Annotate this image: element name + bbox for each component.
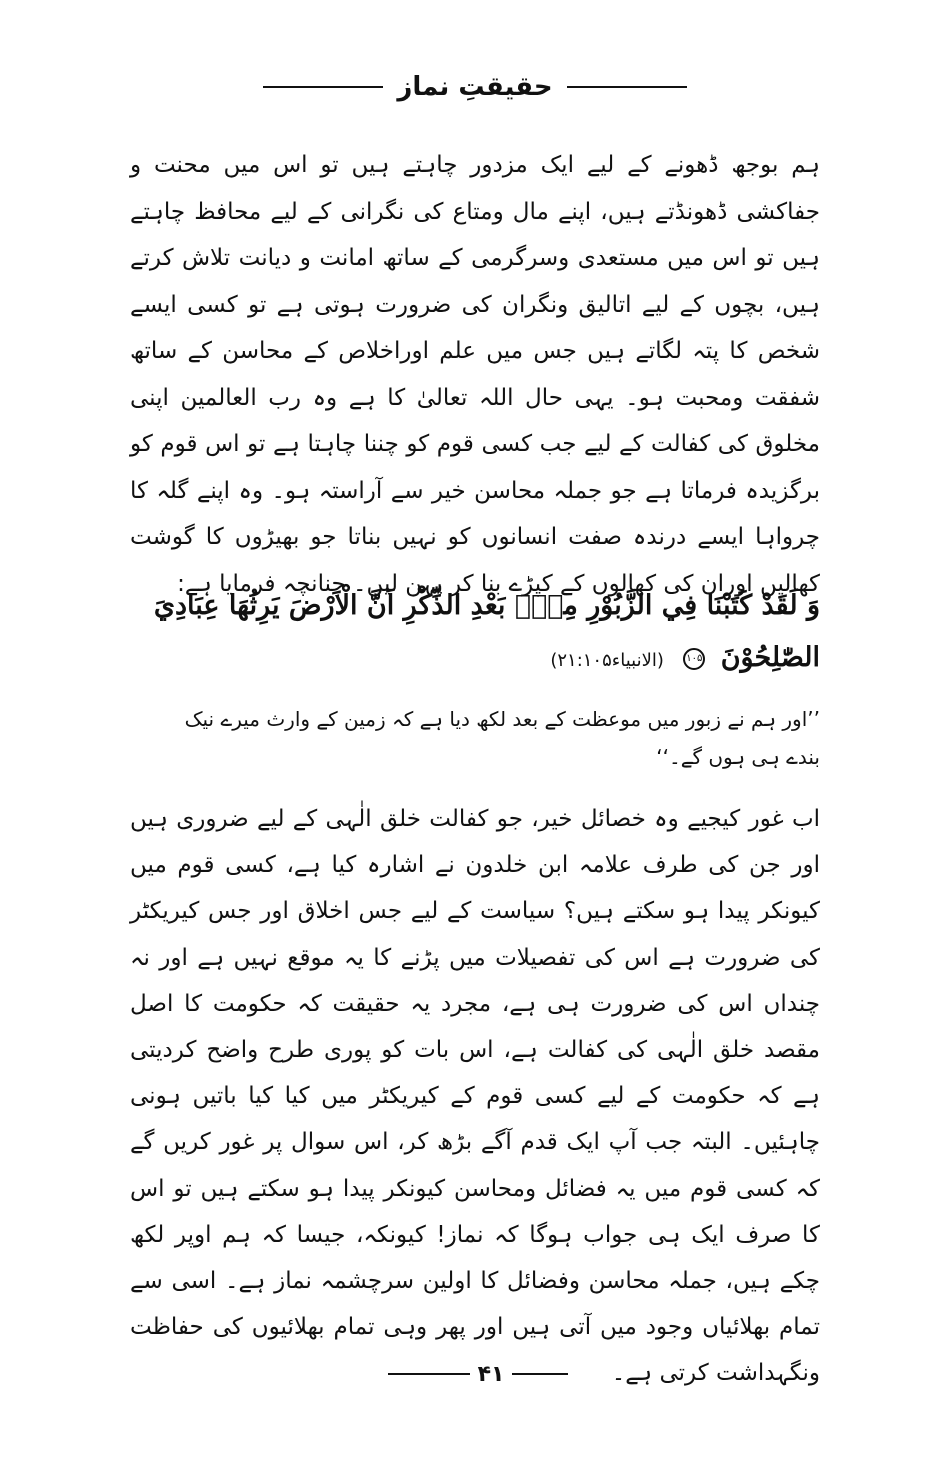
- page-footer: [0, 1354, 950, 1394]
- footer-rule-right: [414, 1373, 470, 1375]
- page-header: [0, 62, 950, 112]
- paragraph-2-text: اب غور کیجیے وہ خصائل خیر، جو کفالت خلق الٰہی کے لیے ضروری ہیں اور جن کی طرف علامہ ابن خلدون نے اشارہ کیا ہے، کسی قوم میں کیونکر پیدا ہو سکتے ہیں؟ سیاست کے لیے جس اخلاق اور جس کیریکٹر کی ضرورت ہے اس کی تفصیلات میں پڑنے کا یہ موقع نہیں ہے اور نہ چنداں اس کی ضرورت ہی ہے، مجرد یہ حقیقت کہ حکومت کا اصل مقصد خلق الٰہی کی کفالت ہے، اس بات کو پوری طرح واضح کردیتی ہے کہ حکومت کے لیے کسی قوم کے کیریکٹر میں کیا کیا باتیں ہونی چاہئیں۔ البتہ جب آپ ایک قدم آگے بڑھ کر، اس سوال پر غور کریں گے کہ کسی قوم میں یہ فضائل ومحاسن کیونکر پیدا ہو سکتے ہیں تو اس کا صرف ایک ہی جواب ہوگا کہ نماز! کیونکہ، جیسا کہ ہم اوپر لکھ چکے ہیں، جملہ محاسن وفضائل کا اولین سرچشمہ نماز ہے۔ اسی سے تمام بھلائیاں وجود میں آتی ہیں اور پھر وہی تمام بھلائیوں کی حفاظت ونگہداشت کرتی ہے۔: [130, 806, 820, 1387]
- verse-line-2-container: [152, 632, 820, 687]
- paragraph-1-text: ہم بوجھ ڈھونے کے لیے ایک مزدور چاہتے ہیں تو اس میں محنت و جفاکشی ڈھونڈتے ہیں، اپنے مال ومتاع کی نگرانی کے لیے محافظ چاہتے ہیں تو اس میں مستعدی وسرگرمی کے ساتھ امانت و دیانت تلاش کرتے ہیں، بچوں کے لیے اتالیق ونگران کی ضرورت ہوتی ہے تو کسی ایسے شخص کا پتہ لگاتے ہیں جس میں علم اوراخلاص کے محاسن کے ساتھ شفقت ومحبت ہو۔ یہی حال اللہ تعالیٰ کا ہے وہ رب العالمین اپنی مخلوق کی کفالت کے لیے جب کسی قوم کو چننا چاہتا ہے تو اس قوم کو برگزیدہ فرماتا ہے جو جملہ محاسن خیر سے آراستہ ہو۔ وہ اپنے گلہ کا چرواہا ایسے درندہ صفت انسانوں کو نہیں بناتا جو بھیڑوں کا گوشت کھالیں اوران کی کھالوں کے کپڑے بنا کر پہن لیں۔ چنانچہ فرمایا ہے:: [130, 152, 820, 597]
- header-rule-right: [567, 86, 687, 88]
- verse-translation: ’’اور ہم نے زبور میں موعظت کے بعد لکھ دیا ہے کہ زمین کے وارث میرے نیک بندے ہی ہوں گے۔‘‘: [184, 707, 820, 769]
- header-rule-left: [263, 86, 383, 88]
- quran-verse: [152, 580, 820, 687]
- verse-reference: (الانبیاء۲۱:۱۰۵): [550, 650, 664, 671]
- footer-rule-right-short: [388, 1373, 414, 1375]
- footer-rule-left: [512, 1373, 568, 1375]
- verse-line-2: الصّٰلِحُوْنَ: [720, 642, 820, 673]
- running-title: حقیقتِ نماز: [397, 72, 553, 102]
- paragraph-discussion: [130, 796, 820, 1397]
- ayah-end-mark-icon: ۱۰۵: [683, 648, 705, 670]
- page-number: ۴۱: [477, 1361, 505, 1387]
- verse-line-1: وَ لَقَدْ كَتَبْنَا فِي الزَّبُوْرِ مِنْۢ بَعْدِ الذِّكْرِ اَنَّ الْاَرْضَ يَرِثُهَا عِبَادِيَ: [153, 590, 820, 621]
- paragraph-intro: [130, 142, 820, 607]
